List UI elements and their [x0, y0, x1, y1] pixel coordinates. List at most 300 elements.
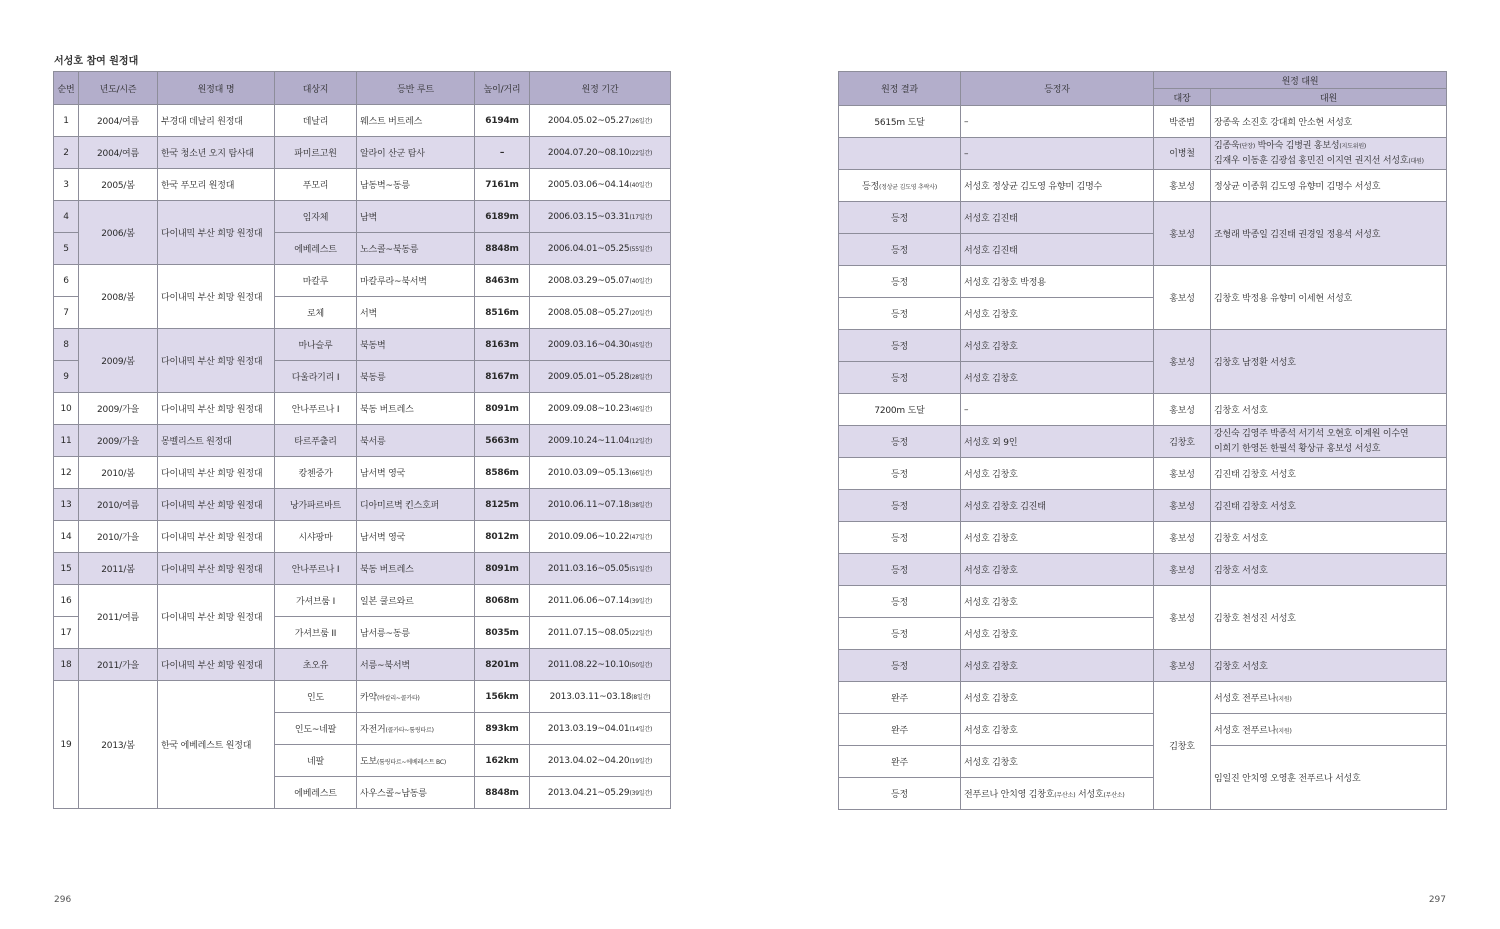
cell-peak: 로체	[275, 297, 357, 329]
cell-no: 2	[54, 137, 79, 169]
table-row	[839, 426, 1447, 458]
cell-peak: 에베레스트	[275, 233, 357, 265]
cell-peak: 시샤팡마	[275, 521, 357, 553]
cell-leader: 홍보성	[1154, 266, 1211, 330]
cell-route: 북동 버트레스	[357, 393, 475, 425]
cell-leader: 이병철	[1154, 138, 1211, 170]
table-row	[839, 554, 1447, 586]
cell-climbers: 서성호 김창호	[961, 362, 1154, 394]
cell-peak: 마나슬루	[275, 329, 357, 361]
cell-no: 4	[54, 201, 79, 233]
cell-team: 다이내믹 부산 희망 원정대	[158, 457, 275, 489]
members-note: (대원)	[1408, 157, 1424, 165]
cell-peak: 가셔브룸 II	[275, 617, 357, 649]
cell-leader: 홍보성	[1154, 650, 1211, 682]
cell-peak: 푸모리	[275, 169, 357, 201]
cell-no: 6	[54, 265, 79, 297]
climbers-text: 서성호	[1075, 790, 1104, 800]
period-text: 2009.05.01~05.28	[547, 371, 630, 382]
result-note: (정상균 김도영 추락사)	[878, 184, 938, 191]
cell-period	[530, 393, 671, 425]
days-text: (8일간)	[631, 693, 651, 701]
period-text: 2009.10.24~11.04	[547, 435, 630, 446]
table-row	[839, 394, 1447, 426]
cell-members	[1211, 714, 1447, 746]
members-text: 김재우 이동훈 김광섭 홍민진 이지연 권지선 서성호	[1214, 155, 1409, 166]
cell-peak: 캉첸중가	[275, 457, 357, 489]
table-row	[839, 650, 1447, 682]
cell-route: 마칼루라~북서벽	[357, 265, 475, 297]
table-row	[54, 457, 671, 489]
page-title: 서성호 참여 원정대	[54, 56, 139, 67]
cell-route	[357, 745, 475, 777]
cell-leader: 홍보성	[1154, 522, 1211, 554]
cell-climbers: 서성호 김창호	[961, 298, 1154, 330]
col-header-peak: 대상지	[275, 72, 357, 105]
cell-period	[530, 233, 671, 265]
table-row	[54, 329, 671, 361]
table-row	[839, 138, 1447, 170]
period-text: 2013.04.21~05.29	[547, 787, 630, 798]
days-text: (47일간)	[629, 533, 653, 541]
cell-period	[530, 265, 671, 297]
cell-period	[530, 457, 671, 489]
cell-no: 18	[54, 649, 79, 681]
table-row	[839, 586, 1447, 618]
col-header-climbers: 등정자	[961, 72, 1154, 106]
cell-season: 2013/봄	[79, 681, 158, 809]
cell-period	[530, 553, 671, 585]
cell-result: 등정	[839, 298, 961, 330]
members-note: (지도위원)	[1339, 142, 1367, 150]
cell-no: 12	[54, 457, 79, 489]
cell-peak: 안나푸르나 I	[275, 393, 357, 425]
table-row	[839, 106, 1447, 138]
period-text: 2004.07.20~08.10	[547, 147, 630, 158]
cell-height: 7161m	[475, 169, 530, 201]
cell-climbers: 서성호 김진태	[961, 234, 1154, 266]
cell-height: 8516m	[475, 297, 530, 329]
period-text: 2010.09.06~10.22	[547, 531, 630, 542]
cell-result: 등정	[839, 426, 961, 458]
cell-period	[530, 201, 671, 233]
days-text: (28일간)	[629, 373, 653, 381]
cell-climbers: –	[961, 394, 1154, 426]
period-text: 2006.04.01~05.25	[547, 243, 630, 254]
cell-leader: 홍보성	[1154, 458, 1211, 490]
cell-height: 162km	[475, 745, 530, 777]
cell-climbers: 서성호 김창호	[961, 554, 1154, 586]
cell-route: 서벽	[357, 297, 475, 329]
cell-peak: 다울라기리 I	[275, 361, 357, 393]
cell-season: 2011/여름	[79, 585, 158, 649]
table-row	[54, 265, 671, 297]
cell-period	[530, 329, 671, 361]
days-text: (26일간)	[629, 117, 653, 125]
cell-height: 8163m	[475, 329, 530, 361]
table-row	[54, 137, 671, 169]
table-row	[839, 522, 1447, 554]
cell-peak: 임자체	[275, 201, 357, 233]
result-text: 등정	[861, 182, 879, 192]
col-header-no: 순번	[54, 72, 79, 105]
cell-result: 5615m 도달	[839, 106, 961, 138]
table-row	[54, 553, 671, 585]
cell-members	[1211, 682, 1447, 714]
cell-season: 2004/여름	[79, 137, 158, 169]
route-text: 도보	[360, 757, 377, 767]
cell-route: 노스콜~북동릉	[357, 233, 475, 265]
col-header-result: 원정 결과	[839, 72, 961, 106]
table-row	[54, 649, 671, 681]
page-number-right: 297	[1428, 895, 1446, 905]
cell-height: 8125m	[475, 489, 530, 521]
cell-members: 김진태 김창호 서성호	[1211, 458, 1447, 490]
cell-leader: 김창호	[1154, 682, 1211, 810]
members-line: 강신숙 김영주 박종석 서기석 오현호 이계원 이수연	[1214, 428, 1409, 439]
cell-peak: 파미르고원	[275, 137, 357, 169]
cell-members: 장종욱 소진호 강대희 안소현 서성호	[1211, 106, 1447, 138]
cell-team: 한국 청소년 오지 탐사대	[158, 137, 275, 169]
cell-peak: 에베레스트	[275, 777, 357, 809]
table-row	[839, 330, 1447, 362]
cell-height: 6194m	[475, 105, 530, 137]
cell-season: 2010/봄	[79, 457, 158, 489]
table-row	[54, 169, 671, 201]
cell-leader: 홍보성	[1154, 490, 1211, 522]
route-text: 자전거	[360, 725, 386, 735]
cell-climbers: –	[961, 106, 1154, 138]
cell-no: 14	[54, 521, 79, 553]
cell-no: 1	[54, 105, 79, 137]
period-text: 2013.03.19~04.01	[547, 723, 630, 734]
cell-result: 등정	[839, 202, 961, 234]
cell-members: 조형래 박종일 김진태 권경일 정용석 서성호	[1211, 202, 1447, 266]
cell-route: 디아미르벽 킨스호퍼	[357, 489, 475, 521]
cell-height: 8035m	[475, 617, 530, 649]
cell-season: 2004/여름	[79, 105, 158, 137]
cell-team: 부경대 데날리 원정대	[158, 105, 275, 137]
days-text: (12일간)	[629, 437, 653, 445]
cell-team: 한국 에베레스트 원정대	[158, 681, 275, 809]
cell-climbers: 서성호 김창호	[961, 618, 1154, 650]
cell-no: 5	[54, 233, 79, 265]
cell-no: 15	[54, 553, 79, 585]
days-text: (39일간)	[629, 597, 653, 605]
cell-peak: 마칼루	[275, 265, 357, 297]
col-header-period: 원정 기간	[530, 72, 671, 105]
cell-leader: 김창호	[1154, 426, 1211, 458]
cell-result: 완주	[839, 746, 961, 778]
table-row	[54, 489, 671, 521]
cell-result: 등정	[839, 522, 961, 554]
cell-period	[530, 713, 671, 745]
members-note: (지원)	[1276, 696, 1292, 703]
days-text: (55일간)	[629, 245, 653, 253]
cell-leader: 홍보성	[1154, 586, 1211, 650]
cell-result: 등정	[839, 234, 961, 266]
period-text: 2008.03.29~05.07	[547, 275, 630, 286]
col-header-height: 높이/거리	[475, 72, 530, 105]
cell-no: 7	[54, 297, 79, 329]
cell-route: 사우스콜~남동릉	[357, 777, 475, 809]
cell-climbers: 서성호 외 9인	[961, 426, 1154, 458]
cell-result: 등정	[839, 586, 961, 618]
cell-season: 2010/가을	[79, 521, 158, 553]
days-text: (19일간)	[629, 757, 653, 765]
cell-no: 17	[54, 617, 79, 649]
cell-period	[530, 361, 671, 393]
table-row	[839, 490, 1447, 522]
cell-period	[530, 137, 671, 169]
members-text: 서성호 전푸르나	[1214, 694, 1277, 704]
table-row	[54, 521, 671, 553]
cell-no: 16	[54, 585, 79, 617]
table-row	[54, 105, 671, 137]
cell-result: 7200m 도달	[839, 394, 961, 426]
days-text: (66일간)	[629, 469, 653, 477]
table-row	[54, 201, 671, 233]
cell-team: 다이내믹 부산 희망 원정대	[158, 393, 275, 425]
cell-result: 등정	[839, 330, 961, 362]
table-row	[54, 585, 671, 617]
cell-peak: 데날리	[275, 105, 357, 137]
days-text: (22일간)	[629, 629, 653, 637]
climbers-note: (무산소)	[1054, 792, 1076, 799]
period-text: 2008.05.08~05.27	[547, 307, 630, 318]
cell-height: 6189m	[475, 201, 530, 233]
cell-season: 2011/가을	[79, 649, 158, 681]
period-text: 2013.04.02~04.20	[547, 755, 630, 766]
cell-season: 2011/봄	[79, 553, 158, 585]
cell-climbers: 서성호 김창호	[961, 682, 1154, 714]
cell-members: 김창호 서성호	[1211, 554, 1447, 586]
cell-route: 남서벽 영국	[357, 521, 475, 553]
days-text: (14일간)	[629, 725, 653, 733]
days-text: (46일간)	[629, 405, 653, 413]
cell-leader: 홍보성	[1154, 554, 1211, 586]
period-text: 2005.03.06~04.14	[547, 179, 630, 190]
cell-season: 2009/가을	[79, 393, 158, 425]
days-text: (50일간)	[629, 661, 653, 669]
cell-period	[530, 105, 671, 137]
cell-height: 8848m	[475, 777, 530, 809]
cell-members: 김창호 천성진 서성호	[1211, 586, 1447, 650]
cell-leader: 홍보성	[1154, 330, 1211, 394]
col-header-members-group: 원정 대원	[1154, 72, 1447, 89]
cell-route: 남서릉~동릉	[357, 617, 475, 649]
page-number-left: 296	[54, 895, 72, 905]
cell-peak: 가셔브룸 I	[275, 585, 357, 617]
cell-climbers: 서성호 김창호 김진태	[961, 490, 1154, 522]
period-text: 2009.03.16~04.30	[547, 339, 630, 350]
cell-result	[839, 138, 961, 170]
cell-climbers: –	[961, 138, 1154, 170]
cell-result: 완주	[839, 714, 961, 746]
cell-no: 9	[54, 361, 79, 393]
cell-result: 등정	[839, 490, 961, 522]
cell-period	[530, 521, 671, 553]
cell-period	[530, 745, 671, 777]
route-note: (바칼리~콜카타)	[377, 695, 420, 702]
cell-route: 북동 버트레스	[357, 553, 475, 585]
cell-result: 등정	[839, 266, 961, 298]
cell-climbers: 서성호 김창호	[961, 650, 1154, 682]
cell-height: 8201m	[475, 649, 530, 681]
cell-period	[530, 649, 671, 681]
cell-no: 11	[54, 425, 79, 457]
cell-team: 다이내믹 부산 희망 원정대	[158, 201, 275, 265]
members-line	[1214, 139, 1443, 154]
members-text: 박아숙 김병권 홍보성	[1254, 140, 1340, 151]
cell-season: 2009/가을	[79, 425, 158, 457]
cell-members	[1211, 426, 1447, 458]
cell-team: 다이내믹 부산 희망 원정대	[158, 521, 275, 553]
left-expedition-table	[53, 71, 671, 809]
period-text: 2010.03.09~05.13	[547, 467, 630, 478]
table-row	[839, 266, 1447, 298]
cell-height: 8091m	[475, 553, 530, 585]
right-expedition-table	[838, 71, 1447, 810]
cell-result	[839, 170, 961, 202]
cell-leader: 홍보성	[1154, 202, 1211, 266]
cell-no: 19	[54, 681, 79, 809]
cell-peak: 안나푸르나 I	[275, 553, 357, 585]
cell-period	[530, 425, 671, 457]
members-text: 서성호 전푸르나	[1214, 726, 1277, 736]
cell-height: 156km	[475, 681, 530, 713]
table-row	[839, 682, 1447, 714]
period-text: 2006.03.15~03.31	[547, 211, 630, 222]
cell-height: 8848m	[475, 233, 530, 265]
cell-result: 등정	[839, 458, 961, 490]
cell-climbers: 서성호 김창호	[961, 522, 1154, 554]
col-header-leader: 대장	[1154, 89, 1211, 106]
cell-climbers: 서성호 정상균 김도영 유향미 김명수	[961, 170, 1154, 202]
cell-no: 13	[54, 489, 79, 521]
cell-leader: 박준범	[1154, 106, 1211, 138]
cell-team: 한국 푸모리 원정대	[158, 169, 275, 201]
members-line	[1214, 154, 1443, 169]
cell-period	[530, 297, 671, 329]
days-text: (38일간)	[629, 501, 653, 509]
cell-no: 10	[54, 393, 79, 425]
cell-period	[530, 777, 671, 809]
cell-route: 북서릉	[357, 425, 475, 457]
days-text: (39일간)	[629, 789, 653, 797]
cell-members: 정상균 이종휘 김도영 유향미 김명수 서성호	[1211, 170, 1447, 202]
cell-height: –	[475, 137, 530, 169]
table-row	[54, 393, 671, 425]
cell-season: 2006/봄	[79, 201, 158, 265]
cell-season: 2009/봄	[79, 329, 158, 393]
cell-team: 다이내믹 부산 희망 원정대	[158, 553, 275, 585]
period-text: 2010.06.11~07.18	[547, 499, 630, 510]
days-text: (22일간)	[629, 149, 653, 157]
cell-climbers: 서성호 김진태	[961, 202, 1154, 234]
cell-route: 북동릉	[357, 361, 475, 393]
route-note: (콜카타~툼링타르)	[385, 727, 434, 734]
cell-result: 등정	[839, 618, 961, 650]
members-note: (단장)	[1239, 142, 1255, 150]
cell-climbers: 서성호 김창호 박정용	[961, 266, 1154, 298]
days-text: (40일간)	[629, 277, 653, 285]
cell-route: 서릉~북서벽	[357, 649, 475, 681]
cell-climbers: 서성호 김창호	[961, 458, 1154, 490]
period-text: 2009.09.08~10.23	[547, 403, 630, 414]
cell-period	[530, 585, 671, 617]
period-text: 2011.06.06~07.14	[547, 595, 630, 606]
col-header-members: 대원	[1211, 89, 1447, 106]
cell-period	[530, 489, 671, 521]
cell-members: 김창호 박정용 유향미 이세현 서성호	[1211, 266, 1447, 330]
cell-height: 8068m	[475, 585, 530, 617]
table-row	[839, 170, 1447, 202]
cell-route	[357, 713, 475, 745]
members-text: 김종욱	[1214, 140, 1240, 151]
cell-height: 893km	[475, 713, 530, 745]
cell-result: 등정	[839, 554, 961, 586]
cell-members: 김창호 서성호	[1211, 522, 1447, 554]
table-row	[839, 746, 1447, 778]
cell-leader: 홍보성	[1154, 394, 1211, 426]
cell-team: 다이내믹 부산 희망 원정대	[158, 265, 275, 329]
cell-route: 북동벽	[357, 329, 475, 361]
cell-result: 완주	[839, 682, 961, 714]
days-text: (20일간)	[629, 309, 653, 317]
cell-result: 등정	[839, 778, 961, 810]
cell-team: 다이내믹 부산 희망 원정대	[158, 329, 275, 393]
cell-result: 등정	[839, 362, 961, 394]
route-note: (툼링타르~에베레스트 BC)	[377, 759, 446, 766]
cell-team: 다이내믹 부산 희망 원정대	[158, 649, 275, 681]
route-text: 카약	[360, 693, 377, 703]
climbers-note: (무산소)	[1103, 792, 1125, 799]
cell-no: 3	[54, 169, 79, 201]
cell-route: 남벽	[357, 201, 475, 233]
cell-peak: 초오유	[275, 649, 357, 681]
cell-height: 8463m	[475, 265, 530, 297]
cell-no: 8	[54, 329, 79, 361]
cell-route: 남서벽 영국	[357, 457, 475, 489]
cell-members	[1211, 138, 1447, 170]
col-header-team: 원정대 명	[158, 72, 275, 105]
cell-members: 김창호 서성호	[1211, 394, 1447, 426]
table-row	[839, 202, 1447, 234]
cell-peak: 타르푸출리	[275, 425, 357, 457]
table-row	[839, 458, 1447, 490]
cell-season: 2008/봄	[79, 265, 158, 329]
cell-height: 8167m	[475, 361, 530, 393]
cell-team: 다이내믹 부산 희망 원정대	[158, 489, 275, 521]
col-header-season: 년도/시즌	[79, 72, 158, 105]
cell-team: 다이내믹 부산 희망 원정대	[158, 585, 275, 649]
days-text: (45일간)	[629, 341, 653, 349]
cell-height: 8091m	[475, 393, 530, 425]
table-row	[839, 714, 1447, 746]
cell-season: 2005/봄	[79, 169, 158, 201]
cell-period	[530, 681, 671, 713]
cell-period	[530, 169, 671, 201]
cell-height: 5663m	[475, 425, 530, 457]
cell-result: 등정	[839, 650, 961, 682]
members-line: 이희기 한영돈 한필석 황상규 홍보성 서성호	[1214, 443, 1381, 454]
members-note: (지원)	[1276, 728, 1292, 735]
cell-route: 남동벽~동릉	[357, 169, 475, 201]
cell-season: 2010/여름	[79, 489, 158, 521]
cell-route: 일본 쿨르와르	[357, 585, 475, 617]
cell-period	[530, 617, 671, 649]
